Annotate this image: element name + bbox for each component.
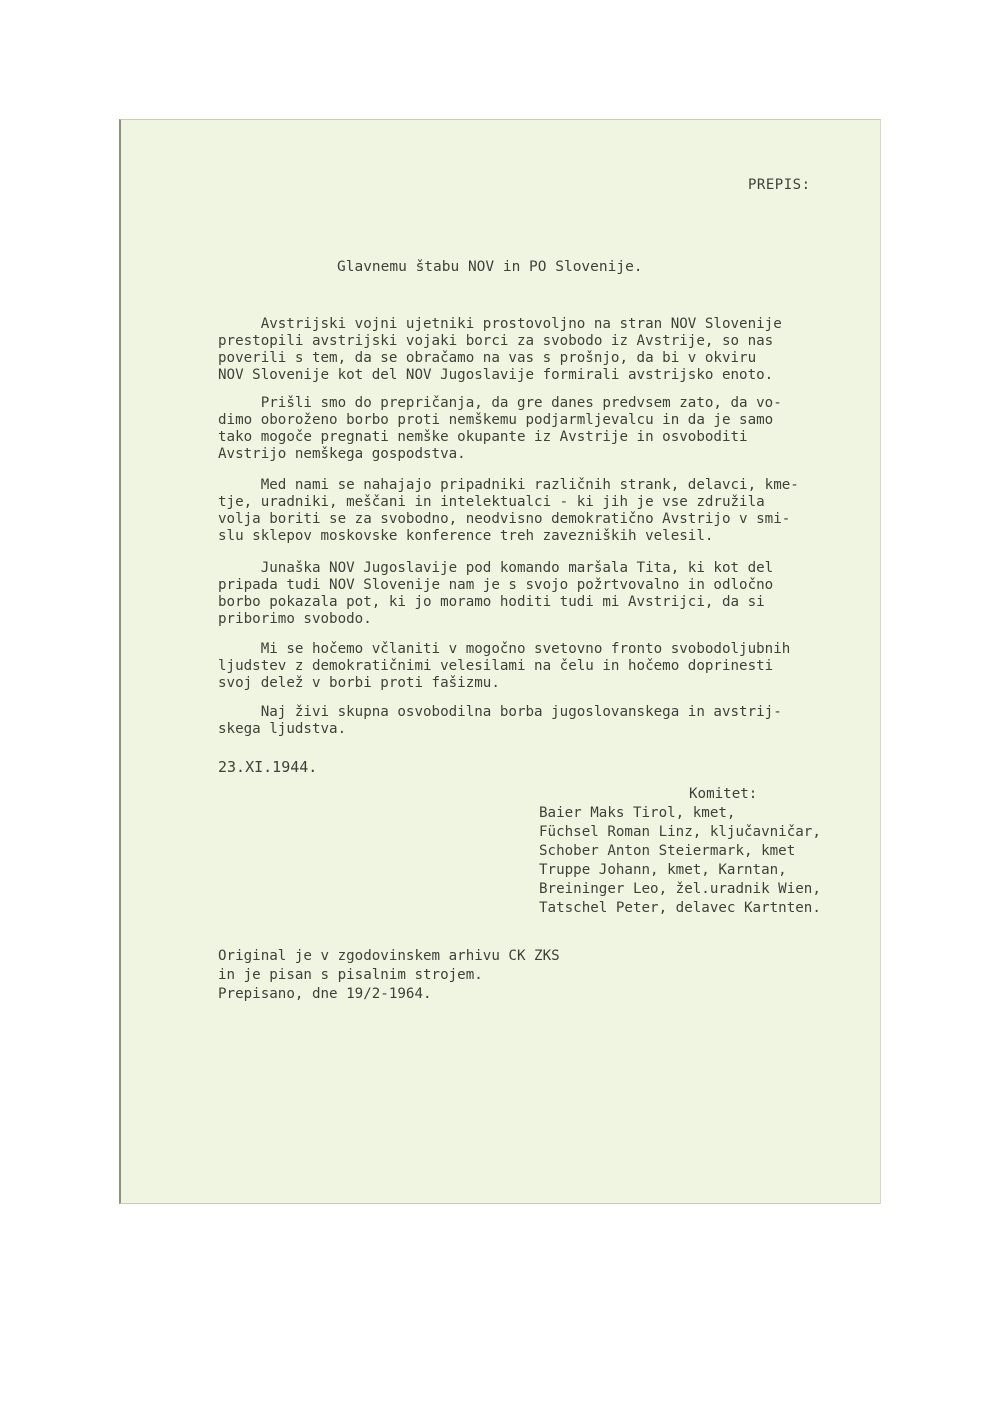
paragraph-line: Avstrijo nemškega gospodstva. bbox=[218, 446, 466, 462]
archive-note bbox=[218, 947, 560, 1004]
paragraph-line: Mi se hočemo včlaniti v mogočno svetovno fronto svobodoljubnih bbox=[218, 641, 791, 657]
committee-member: Schober Anton Steiermark, kmet bbox=[539, 843, 796, 859]
document-heading: PREPIS: bbox=[748, 177, 811, 193]
committee-signatures bbox=[539, 785, 821, 918]
paragraph-line: Avstrijski vojni ujetniki prostovoljno na stran NOV Slovenije bbox=[218, 316, 782, 332]
paragraph-line: skega ljudstva. bbox=[218, 721, 347, 737]
paragraph-2 bbox=[218, 395, 782, 463]
paragraph-line: Prišli smo do prepričanja, da gre danes predvsem zato, da vo- bbox=[218, 395, 782, 411]
paragraph-line: priborimo svobodo. bbox=[218, 611, 372, 627]
document-date: 23.XI.1944. bbox=[218, 758, 318, 776]
committee-member: Tatschel Peter, delavec Kartnten. bbox=[539, 900, 821, 916]
paragraph-line: slu sklepov moskovske konference treh zavezniških velesil. bbox=[218, 528, 714, 544]
paragraph-line: tje, uradniki, meščani in intelektualci - ki jih je vse združila bbox=[218, 494, 765, 510]
committee-member: Breininger Leo, žel.uradnik Wien, bbox=[539, 881, 821, 897]
addressee-line: Glavnemu štabu NOV in PO Slovenije. bbox=[337, 259, 643, 275]
committee-member: Füchsel Roman Linz, ključavničar, bbox=[539, 824, 821, 840]
paragraph-3 bbox=[218, 477, 799, 545]
paragraph-line: tako mogoče pregnati nemške okupante iz Avstrije in osvoboditi bbox=[218, 429, 748, 445]
paragraph-line: borbo pokazala pot, ki jo moramo hoditi tudi mi Avstrijci, da si bbox=[218, 594, 765, 610]
paragraph-line: ljudstev z demokratičnimi velesilami na čelu in hočemo doprinesti bbox=[218, 658, 774, 674]
paragraph-line: NOV Slovenije kot del NOV Jugoslavije formirali avstrijsko enoto. bbox=[218, 367, 774, 383]
committee-member: Baier Maks Tirol, kmet, bbox=[539, 805, 736, 821]
paragraph-5 bbox=[218, 641, 790, 692]
paragraph-4 bbox=[218, 560, 773, 628]
paragraph-1 bbox=[218, 316, 782, 384]
paragraph-line: dimo oboroženo borbo proti nemškemu podjarmljevalcu in da je samo bbox=[218, 412, 774, 428]
archive-note-line: Original je v zgodovinskem arhivu CK ZKS bbox=[218, 948, 560, 964]
committee-title: Komitet: bbox=[689, 786, 758, 802]
paragraph-line: Med nami se nahajajo pripadniki različnih strank, delavci, kme- bbox=[218, 477, 799, 493]
paragraph-line: prestopili avstrijski vojaki borci za svobodo iz Avstrije, so nas bbox=[218, 333, 774, 349]
archive-note-line: in je pisan s pisalnim strojem. bbox=[218, 967, 483, 983]
paragraph-line: volja boriti se za svobodno, neodvisno demokratično Avstrijo v smi- bbox=[218, 511, 791, 527]
archive-note-line: Prepisano, dne 19/2-1964. bbox=[218, 986, 432, 1002]
committee-member: Truppe Johann, kmet, Karntan, bbox=[539, 862, 787, 878]
paragraph-line: Junaška NOV Jugoslavije pod komando maršala Tita, ki kot del bbox=[218, 560, 774, 576]
paragraph-line: Naj živi skupna osvobodilna borba jugoslovanskega in avstrij- bbox=[218, 704, 782, 720]
paragraph-6 bbox=[218, 704, 782, 738]
paragraph-line: svoj delež v borbi proti fašizmu. bbox=[218, 675, 500, 691]
paragraph-line: pripada tudi NOV Slovenije nam je s svojo požrtvovalno in odločno bbox=[218, 577, 774, 593]
typewritten-sheet bbox=[119, 119, 881, 1204]
paragraph-line: poverili s tem, da se obračamo na vas s prošnjo, da bi v okviru bbox=[218, 350, 757, 366]
